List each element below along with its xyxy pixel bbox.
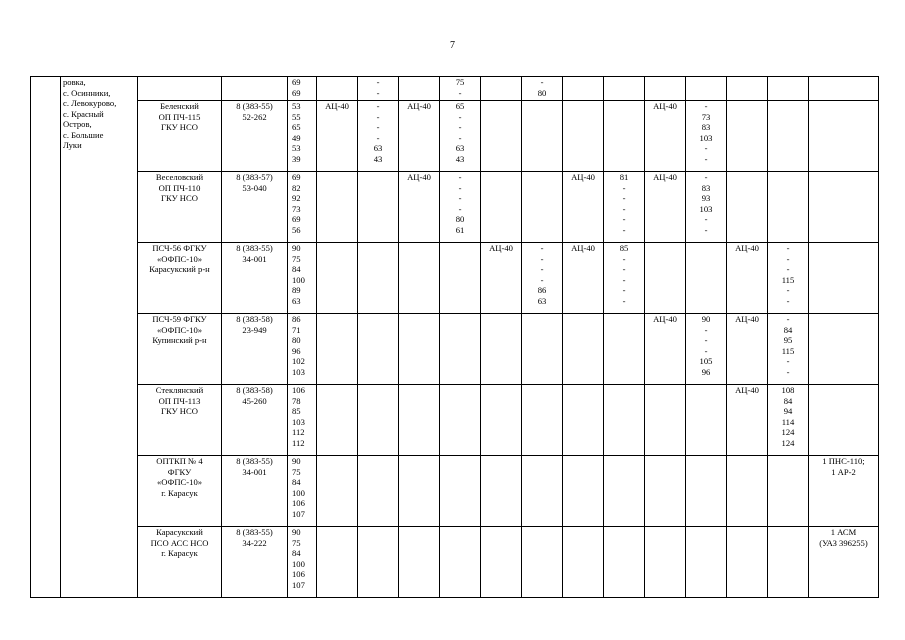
table-cell	[686, 243, 727, 314]
table-row	[31, 77, 879, 101]
table-row	[31, 172, 879, 243]
table-cell	[645, 243, 686, 314]
table-cell	[604, 527, 645, 598]
table-cell: 108 84 94 114 124 124	[768, 385, 809, 456]
table-cell	[645, 527, 686, 598]
table-cell	[727, 172, 768, 243]
phone-cell: 8 (383-55) 34-001	[222, 456, 288, 527]
phone-cell: 8 (383-57) 53-040	[222, 172, 288, 243]
table-cell	[563, 77, 604, 101]
table-cell	[686, 456, 727, 527]
table-cell: АЦ-40	[645, 101, 686, 172]
table-cell	[727, 77, 768, 101]
table-cell: - - - 115 - -	[768, 243, 809, 314]
table-cell	[317, 527, 358, 598]
table-cell	[604, 314, 645, 385]
table-cell	[481, 314, 522, 385]
table-cell	[809, 101, 879, 172]
table-cell	[358, 314, 399, 385]
table-cell	[727, 456, 768, 527]
table-cell: - 83 93 103 - -	[686, 172, 727, 243]
table-cell	[358, 527, 399, 598]
table-cell	[563, 527, 604, 598]
table-cell	[481, 456, 522, 527]
table-cell	[358, 243, 399, 314]
table-cell	[481, 77, 522, 101]
page-number: 7	[450, 40, 455, 51]
table-cell	[317, 456, 358, 527]
distance-cell: 86 71 80 96 102 103	[288, 314, 317, 385]
table-cell	[399, 456, 440, 527]
unit-cell: ОПТКП № 4 ФГКУ «ОФПС-10» г. Карасук	[138, 456, 222, 527]
table-cell: - - - - 63 43	[358, 101, 399, 172]
table-cell: 1 ПНС-110; 1 АР-2	[809, 456, 879, 527]
table-cell: - - - - 80 61	[440, 172, 481, 243]
table-cell	[768, 456, 809, 527]
table-cell	[522, 456, 563, 527]
distance-cell: 53 55 65 49 53 39	[288, 101, 317, 172]
table-cell: АЦ-40	[317, 101, 358, 172]
table-cell	[317, 172, 358, 243]
table-cell	[522, 527, 563, 598]
table-cell: АЦ-40	[727, 243, 768, 314]
table-cell: 1 АСМ (УАЗ 396255)	[809, 527, 879, 598]
table-cell: - 84 95 115 - -	[768, 314, 809, 385]
distance-cell: 90 75 84 100 106 107	[288, 456, 317, 527]
phone-cell: 8 (383-58) 23-949	[222, 314, 288, 385]
unit-cell: ПСЧ-56 ФГКУ «ОФПС-10» Карасукский р-н	[138, 243, 222, 314]
table-cell	[809, 172, 879, 243]
table-row	[31, 314, 879, 385]
unit-cell: Беленский ОП ПЧ-115 ГКУ НСО	[138, 101, 222, 172]
table-cell: АЦ-40	[399, 101, 440, 172]
distance-cell: 90 75 84 100 106 107	[288, 527, 317, 598]
unit-cell: Веселовский ОП ПЧ-110 ГКУ НСО	[138, 172, 222, 243]
table-cell	[563, 385, 604, 456]
table-cell: 81 - - - - -	[604, 172, 645, 243]
table-cell: 65 - - - 63 43	[440, 101, 481, 172]
index-cell	[31, 77, 61, 598]
table-cell: - - - - 86 63	[522, 243, 563, 314]
table-cell	[522, 385, 563, 456]
table-row	[31, 385, 879, 456]
table-cell	[604, 385, 645, 456]
table-cell: - 73 83 103 - -	[686, 101, 727, 172]
table-row	[31, 101, 879, 172]
table-cell: 90 - - - 105 96	[686, 314, 727, 385]
table-cell	[809, 77, 879, 101]
table-cell	[399, 527, 440, 598]
distance-cell: 69 69	[288, 77, 317, 101]
phone-cell: 8 (383-55) 34-001	[222, 243, 288, 314]
table-cell: - 80	[522, 77, 563, 101]
table-cell	[399, 77, 440, 101]
table-cell	[604, 77, 645, 101]
distance-cell: 90 75 84 100 89 63	[288, 243, 317, 314]
table-cell	[727, 527, 768, 598]
table-cell	[481, 101, 522, 172]
table-cell	[481, 385, 522, 456]
phone-cell: 8 (383-58) 45-260	[222, 385, 288, 456]
table-cell: 85 - - - - -	[604, 243, 645, 314]
table-cell	[522, 172, 563, 243]
table-cell: АЦ-40	[563, 172, 604, 243]
phone-cell	[222, 77, 288, 101]
table-cell	[440, 527, 481, 598]
table-cell	[563, 101, 604, 172]
table-cell	[809, 314, 879, 385]
table-cell: АЦ-40	[727, 314, 768, 385]
table-cell	[317, 314, 358, 385]
table-cell: АЦ-40	[563, 243, 604, 314]
resources-table	[30, 76, 879, 598]
table-cell	[768, 527, 809, 598]
table-cell	[686, 527, 727, 598]
distance-cell: 106 78 85 103 112 112	[288, 385, 317, 456]
table-cell	[440, 456, 481, 527]
table-cell: АЦ-40	[481, 243, 522, 314]
table-cell	[645, 456, 686, 527]
unit-cell: ПСЧ-59 ФГКУ «ОФПС-10» Купинский р-н	[138, 314, 222, 385]
table-cell	[481, 527, 522, 598]
table-cell	[317, 385, 358, 456]
table-cell	[522, 101, 563, 172]
table-cell	[809, 385, 879, 456]
table-cell	[686, 385, 727, 456]
table-cell	[809, 243, 879, 314]
table-cell	[604, 456, 645, 527]
phone-cell: 8 (383-55) 52-262	[222, 101, 288, 172]
phone-cell: 8 (383-55) 34-222	[222, 527, 288, 598]
table-cell	[399, 243, 440, 314]
unit-cell: Карасукский ПСО АСС НСО г. Карасук	[138, 527, 222, 598]
table-cell: - -	[358, 77, 399, 101]
table-cell	[686, 77, 727, 101]
table-cell: АЦ-40	[645, 314, 686, 385]
table-cell	[563, 314, 604, 385]
distance-cell: 69 82 92 73 69 56	[288, 172, 317, 243]
table-cell	[768, 172, 809, 243]
table-cell	[440, 243, 481, 314]
table-cell	[317, 243, 358, 314]
table-cell	[399, 385, 440, 456]
table-cell	[768, 101, 809, 172]
table-cell	[440, 314, 481, 385]
table-row	[31, 527, 879, 598]
table-cell	[440, 385, 481, 456]
table-row	[31, 243, 879, 314]
table-cell	[358, 456, 399, 527]
table-cell	[645, 77, 686, 101]
table-cell: АЦ-40	[399, 172, 440, 243]
table-cell	[768, 77, 809, 101]
table-cell	[481, 172, 522, 243]
table-cell	[358, 385, 399, 456]
table-cell	[522, 314, 563, 385]
table-cell: АЦ-40	[727, 385, 768, 456]
table-cell	[399, 314, 440, 385]
table-cell	[604, 101, 645, 172]
unit-cell	[138, 77, 222, 101]
table-cell: АЦ-40	[645, 172, 686, 243]
table-cell	[358, 172, 399, 243]
table-cell	[727, 101, 768, 172]
table-cell	[317, 77, 358, 101]
unit-cell: Стеклянский ОП ПЧ-113 ГКУ НСО	[138, 385, 222, 456]
table-cell	[563, 456, 604, 527]
table-cell: 75 -	[440, 77, 481, 101]
table-cell	[645, 385, 686, 456]
table-row	[31, 456, 879, 527]
location-cell: ровка, с. Осинники, с. Левокурово, с. Красный Остров, с. Большие Луки	[61, 77, 138, 598]
